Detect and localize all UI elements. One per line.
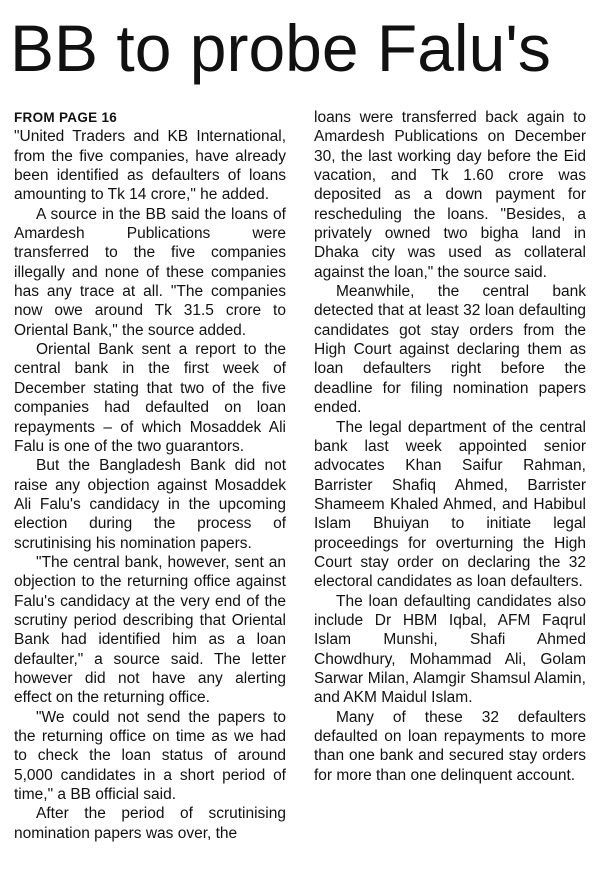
paragraph: The legal department of the central bank last week appointed senior advocates Khan Saifur Rahman, Barrister Shafiq Ahmed, Barrister Shameem Khaled Ahmed, and Habibul Islam Bhuiyan to initiate legal proceedings for overturning the High Court stay order on declaring the 32 electoral candidates as loan defaulters.: [314, 418, 586, 591]
paragraph: "The central bank, however, sent an objection to the returning office against Falu's candidacy at the very end of the scrutiny period describing that Oriental Bank had identified him as a loan defaulter," a source said. The letter however did not have any alerting effect on the returning office.: [14, 553, 286, 707]
kicker-from-page: FROM PAGE 16: [14, 110, 118, 125]
article-column-right: [314, 108, 586, 785]
paragraph: Oriental Bank sent a report to the central bank in the first week of December stating that two of the five companies had defaulted on loan repayments – of which Mosaddek Ali Falu is one of the two guarantors.: [14, 341, 286, 455]
paragraph: After the period of scrutinising nomination papers was over, the: [14, 805, 286, 842]
headline: BB to probe Falu's: [10, 11, 551, 85]
paragraph: Meanwhile, the central bank detected that at least 32 loan defaulting candidates got stay orders from the High Court against declaring them as loan defaulters right before the deadline for filing nomination papers ended.: [314, 283, 586, 417]
paragraph: But the Bangladesh Bank did not raise any objection against Mosaddek Ali Falu's candidacy in the upcoming election during the process of scrutinising his nomination papers.: [14, 457, 286, 552]
paragraph: "We could not send the papers to the returning office on time as we had to check the loan status of around 5,000 candidates in a short period of time," a BB official said.: [14, 708, 286, 804]
paragraph: A source in the BB said the loans of Amardesh Publications were transferred to the five companies illegally and none of these companies has any trace at all. "The companies now owe around Tk 31.5 crore to Oriental Bank," the source added.: [14, 205, 286, 339]
article-column-left: [14, 108, 286, 843]
paragraph: loans were transferred back again to Amardesh Publications on December 30, the last working day before the Eid vacation, and Tk 1.60 crore was deposited as a down payment for rescheduling the loans. "Besides, a privately owned two bigha land in Dhaka city was used as collateral against the loan," the source said.: [314, 109, 586, 281]
paragraph: The loan defaulting candidates also include Dr HBM Iqbal, AFM Faqrul Islam Munshi, Shafi Ahmed Chowdhury, Mohammad Ali, Golam Sarwar Milan, Alamgir Shamsul Alamin, and AKM Maidul Islam.: [314, 592, 586, 707]
paragraph: Many of these 32 defaulters defaulted on loan repayments to more than one bank and secured stay orders for more than one delinquent account.: [314, 708, 586, 784]
paragraph: "United Traders and KB International, from the five companies, have already been identified as defaulters of loans amounting to Tk 14 crore," he added.: [14, 128, 286, 204]
